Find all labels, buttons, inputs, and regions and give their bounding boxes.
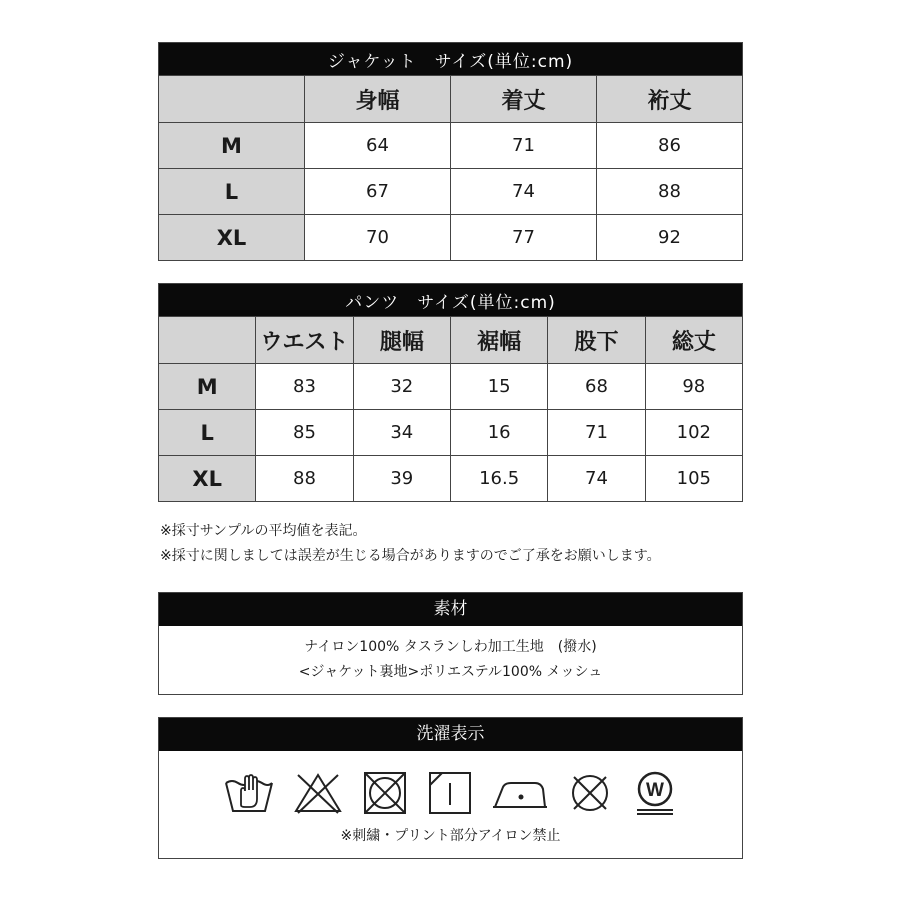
pants-header-total-length: 総丈 — [645, 317, 742, 364]
hand-wash-icon — [223, 769, 275, 817]
wet-clean-letter: W — [645, 780, 664, 801]
table-row — [159, 364, 743, 410]
pants-cell: 16.5 — [450, 456, 547, 502]
material-line: <ジャケット裏地>ポリエステル100% メッシュ — [298, 664, 603, 680]
size-label: M — [159, 123, 305, 169]
wet-clean-icon — [631, 769, 679, 817]
jacket-size-section — [158, 42, 743, 261]
size-label: XL — [159, 456, 256, 502]
note-line: ※採寸サンプルの平均値を表記。 — [160, 523, 367, 539]
table-row — [159, 169, 743, 215]
table-row — [159, 215, 743, 261]
material-body — [159, 626, 742, 694]
pants-cell: 83 — [256, 364, 353, 410]
jacket-cell: 77 — [451, 215, 597, 261]
measurement-notes — [160, 519, 661, 569]
table-row — [159, 456, 743, 502]
pants-size-table — [158, 283, 743, 502]
pants-cell: 105 — [645, 456, 742, 502]
jacket-header-sleeve-length: 裄丈 — [597, 76, 743, 123]
jacket-table-title: ジャケット サイズ(単位:cm) — [159, 43, 743, 76]
pants-table-title: パンツ サイズ(単位:cm) — [159, 284, 743, 317]
material-section — [158, 592, 743, 695]
pants-cell: 16 — [450, 410, 547, 456]
pants-cell: 85 — [256, 410, 353, 456]
pants-header-inseam: 股下 — [548, 317, 645, 364]
care-icons — [159, 751, 742, 823]
size-label: L — [159, 169, 305, 215]
jacket-cell: 64 — [305, 123, 451, 169]
pants-cell: 15 — [450, 364, 547, 410]
pants-cell: 32 — [353, 364, 450, 410]
pants-cell: 34 — [353, 410, 450, 456]
jacket-cell: 92 — [597, 215, 743, 261]
iron-low-icon — [491, 769, 549, 817]
jacket-header-blank — [159, 76, 305, 123]
jacket-cell: 70 — [305, 215, 451, 261]
note-line: ※採寸に関しましては誤差が生じる場合がありますのでご了承をお願いします。 — [160, 548, 661, 564]
pants-header-thigh-width: 腿幅 — [353, 317, 450, 364]
material-title: 素材 — [159, 593, 742, 626]
pants-cell: 74 — [548, 456, 645, 502]
care-title: 洗濯表示 — [159, 718, 742, 751]
jacket-cell: 86 — [597, 123, 743, 169]
pants-cell: 98 — [645, 364, 742, 410]
jacket-size-table — [158, 42, 743, 261]
line-dry-shade-icon — [426, 769, 474, 817]
jacket-cell: 74 — [451, 169, 597, 215]
material-line: ナイロン100% タスランしわ加工生地 (撥水) — [304, 639, 597, 655]
pants-size-section — [158, 283, 743, 502]
no-dry-clean-icon — [566, 769, 614, 817]
pants-cell: 71 — [548, 410, 645, 456]
pants-header-waist: ウエスト — [256, 317, 353, 364]
pants-cell: 39 — [353, 456, 450, 502]
jacket-header-chest-width: 身幅 — [305, 76, 451, 123]
jacket-cell: 88 — [597, 169, 743, 215]
size-label: XL — [159, 215, 305, 261]
jacket-cell: 67 — [305, 169, 451, 215]
size-label: M — [159, 364, 256, 410]
no-tumble-dry-icon — [361, 769, 409, 817]
table-row — [159, 123, 743, 169]
size-label: L — [159, 410, 256, 456]
no-bleach-icon — [292, 769, 344, 817]
jacket-cell: 71 — [451, 123, 597, 169]
care-note: ※刺繍・プリント部分アイロン禁止 — [340, 828, 561, 844]
care-section — [158, 717, 743, 859]
pants-header-blank — [159, 317, 256, 364]
pants-cell: 102 — [645, 410, 742, 456]
pants-cell: 68 — [548, 364, 645, 410]
pants-cell: 88 — [256, 456, 353, 502]
pants-header-hem-width: 裾幅 — [450, 317, 547, 364]
jacket-header-length: 着丈 — [451, 76, 597, 123]
table-row — [159, 410, 743, 456]
